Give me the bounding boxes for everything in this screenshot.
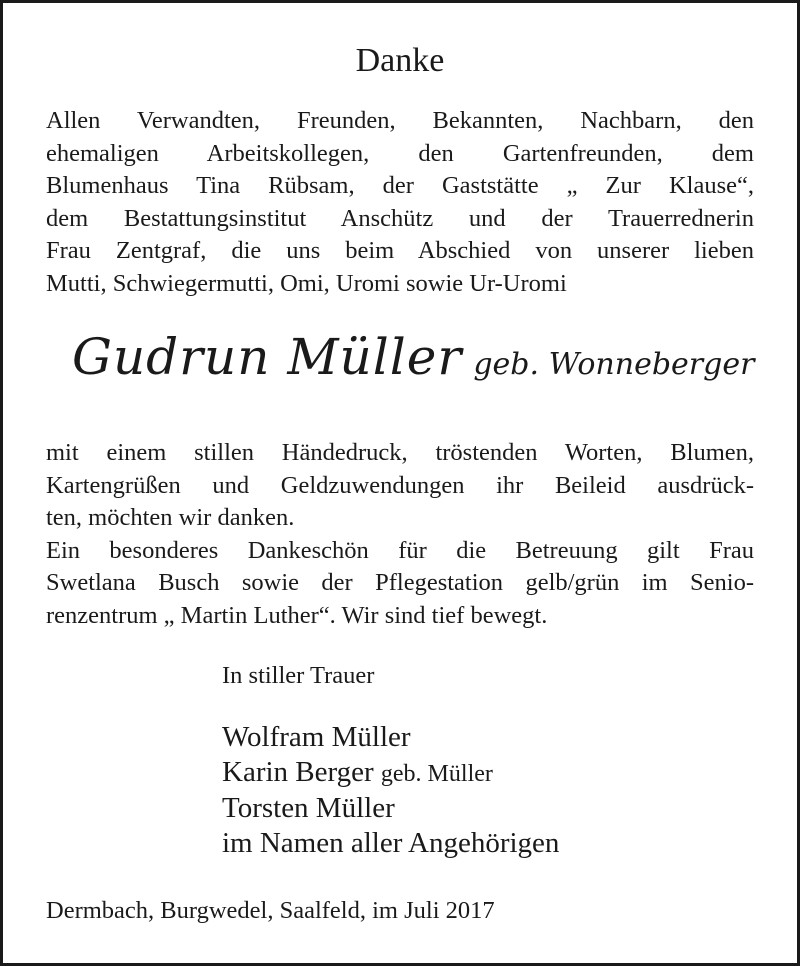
signer-second-name: Karin Berger xyxy=(222,755,374,788)
signer-third: Torsten Müller xyxy=(222,792,395,824)
intro-paragraph xyxy=(46,105,754,300)
deceased-name-line xyxy=(72,328,755,386)
thanks-paragraph xyxy=(46,437,754,632)
thanks-line: renzentrum „ Martin Luther“. Wir sind tief bewegt. xyxy=(46,601,548,629)
intro-line: Allen Verwandten, Freunden, Bekannten, Nachbarn, den xyxy=(46,107,754,134)
intro-line: ehemaligen Arbeitskollegen, den Gartenfreunden, dem xyxy=(46,139,754,167)
signer-second-birth: geb. Müller xyxy=(380,760,493,787)
thanks-line: Kartengrüßen und Geldzuwendungen ihr Beileid ausdrück- xyxy=(46,471,754,499)
deceased-name: Gudrun Müller xyxy=(72,328,463,386)
signer-second xyxy=(222,755,559,792)
signer-fourth: im Namen aller Angehörigen xyxy=(222,826,560,859)
intro-line: Mutti, Schwiegermutti, Omi, Uromi sowie Ur-Uromi xyxy=(46,269,567,297)
thanks-line: Swetlana Busch sowie der Pflegestation gelb/grün im Senio- xyxy=(46,569,754,596)
notice-title: Danke xyxy=(355,42,445,79)
signers-block xyxy=(222,720,559,860)
signer-first: Wolfram Müller xyxy=(222,721,411,753)
thanks-line: Ein besonderes Dankeschön für die Betreuung gilt Frau xyxy=(46,536,754,564)
mourning-label: In stiller Trauer xyxy=(222,662,375,689)
intro-line: dem Bestattungsinstitut Anschütz und der Trauerrednerin xyxy=(46,204,754,232)
deceased-birth-name: geb. Wonneberger xyxy=(473,347,755,382)
place-date-footer: Dermbach, Burgwedel, Saalfeld, im Juli 2017 xyxy=(46,897,495,924)
thanks-line: ten, möchten wir danken. xyxy=(46,504,295,531)
intro-line: Frau Zentgraf, die uns beim Abschied von unserer lieben xyxy=(46,237,754,264)
thanks-line: mit einem stillen Händedruck, tröstenden Worten, Blumen, xyxy=(46,439,754,466)
intro-line: Blumenhaus Tina Rübsam, der Gaststätte „ Zur Klause“, xyxy=(46,172,754,199)
